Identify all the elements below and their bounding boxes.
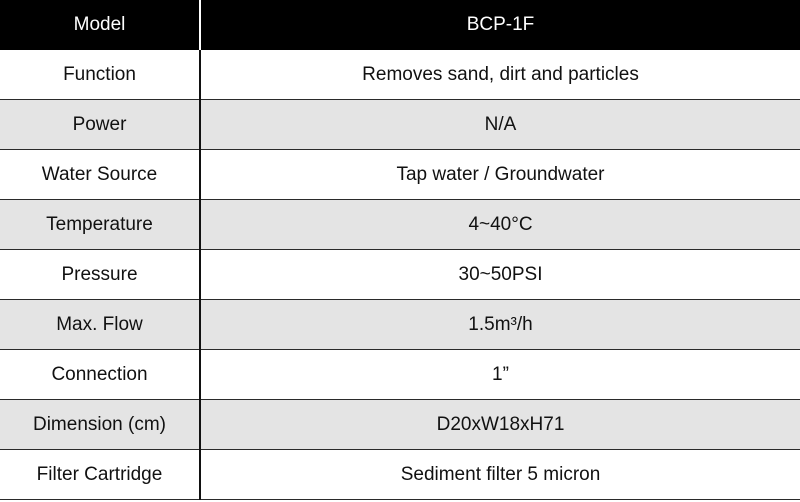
- row-label: Connection: [0, 350, 200, 400]
- row-value: Tap water / Groundwater: [200, 150, 800, 200]
- row-value: 1”: [200, 350, 800, 400]
- row-label: Power: [0, 100, 200, 150]
- header-label-model: Model: [0, 0, 200, 50]
- table-row-temperature: [0, 200, 800, 250]
- table-row-dimension: [0, 400, 800, 450]
- table-row-filter-cartridge: [0, 450, 800, 500]
- spec-table-body: [0, 50, 800, 500]
- row-value: 4~40°C: [200, 200, 800, 250]
- row-label: Dimension (cm): [0, 400, 200, 450]
- table-row-power: [0, 100, 800, 150]
- row-value: 30~50PSI: [200, 250, 800, 300]
- spec-table-header: [0, 0, 800, 50]
- header-row: [0, 0, 800, 50]
- row-value: 1.5m³/h: [200, 300, 800, 350]
- table-row-pressure: [0, 250, 800, 300]
- row-label: Filter Cartridge: [0, 450, 200, 500]
- row-label: Function: [0, 50, 200, 100]
- table-row-water-source: [0, 150, 800, 200]
- header-value-model: BCP-1F: [200, 0, 800, 50]
- table-row-connection: [0, 350, 800, 400]
- row-value: N/A: [200, 100, 800, 150]
- row-label: Temperature: [0, 200, 200, 250]
- row-value: D20xW18xH71: [200, 400, 800, 450]
- row-label: Max. Flow: [0, 300, 200, 350]
- row-label: Water Source: [0, 150, 200, 200]
- row-value: Sediment filter 5 micron: [200, 450, 800, 500]
- row-value: Removes sand, dirt and particles: [200, 50, 800, 100]
- table-row-max-flow: [0, 300, 800, 350]
- row-label: Pressure: [0, 250, 200, 300]
- table-row-function: [0, 50, 800, 100]
